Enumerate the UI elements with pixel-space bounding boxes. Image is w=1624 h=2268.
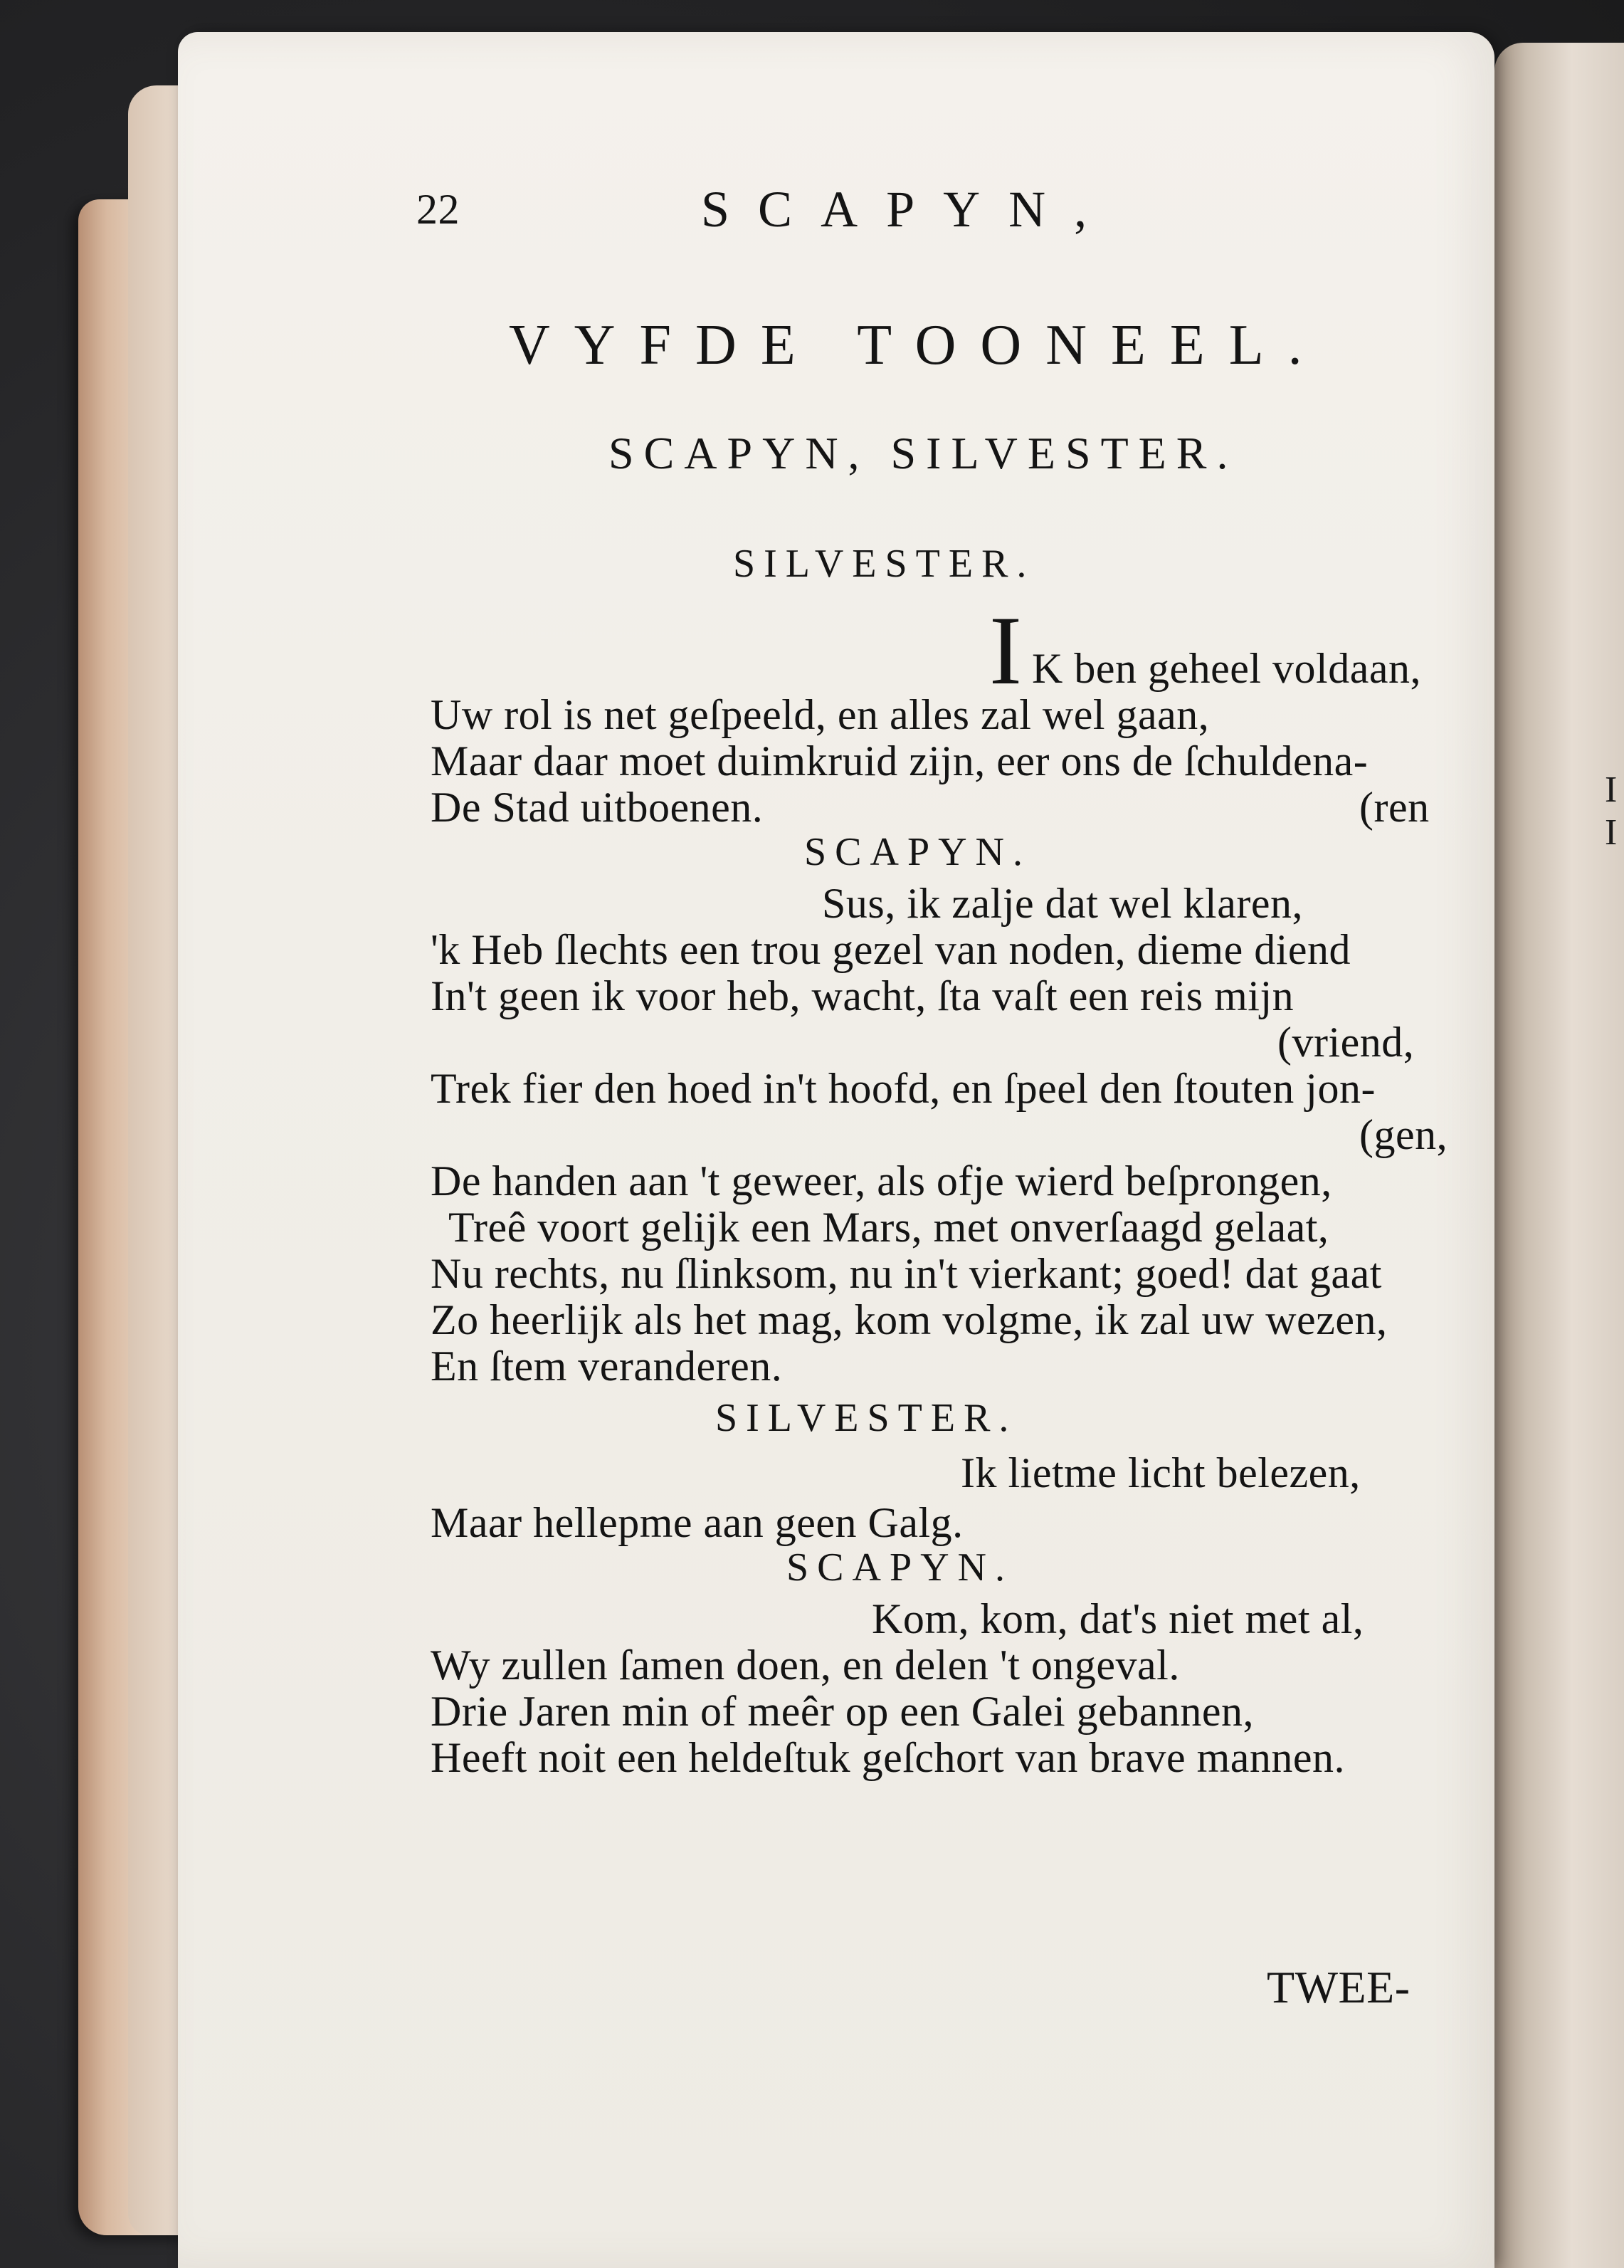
- verse-turnover: (gen,: [1359, 1111, 1448, 1158]
- verse-line: Kom, kom, dat's niet met al,: [872, 1595, 1364, 1642]
- verse-turnover: (ren: [1359, 784, 1430, 831]
- verse-line: Nu rechts, nu ſlinksom, nu in't vierkant; goed! dat gaat: [431, 1250, 1382, 1297]
- verse-line: Maar hellepme aan geen Galg.: [431, 1499, 964, 1546]
- verse-line: Maar daar moet duimkruid zijn, eer ons de ſchuldena-: [431, 737, 1369, 784]
- book-page: [178, 32, 1494, 2268]
- verse-line: Treê voort gelijk een Mars, met onverſaagd gelaat,: [448, 1204, 1329, 1251]
- verse-line: In't geen ik voor heb, wacht, ſta vaſt een reis mijn: [431, 972, 1295, 1019]
- verse-line: De handen aan 't geweer, als ofje wierd beſprongen,: [431, 1157, 1332, 1204]
- verse-line: Trek fier den hoed in't hoofd, en ſpeel den ſtouten jon-: [431, 1065, 1376, 1112]
- verse-line: Heeft noit een heldeſtuk geſchort van brave mannen.: [431, 1734, 1346, 1781]
- verse-line: Ik lietme licht belezen,: [961, 1449, 1361, 1496]
- verse-line: En ſtem veranderen.: [431, 1343, 783, 1390]
- facing-page-text-fragment: I I: [1605, 770, 1618, 853]
- verse-line: Drie Jaren min of meêr op een Galei gebannen,: [431, 1688, 1255, 1735]
- verse-line: Wy zullen ſamen doen, en delen 't ongeval.: [431, 1642, 1180, 1689]
- verse-line: Uw rol is net geſpeeld, en alles zal wel gaan,: [431, 691, 1210, 738]
- speaker-heading: SCAPYN.: [804, 830, 1031, 874]
- verse-line: Zo heerlijk als het mag, kom volgme, ik zal uw wezen,: [431, 1296, 1388, 1343]
- verse-line: De Stad uitboenen.: [431, 784, 764, 831]
- verse-line: K ben geheel voldaan,: [1032, 645, 1421, 692]
- verse-line: Sus, ik zalje dat wel klaren,: [822, 880, 1303, 927]
- running-head: SCAPYN,: [701, 181, 1116, 238]
- verse-turnover: (vriend,: [1277, 1019, 1415, 1066]
- scene-title: VYFDE TOONEEL.: [509, 314, 1327, 377]
- speaker-heading: SILVESTER.: [715, 1396, 1018, 1440]
- drop-cap: I: [989, 596, 1023, 705]
- speaker-heading: SCAPYN.: [786, 1545, 1013, 1590]
- catchword: TWEE-: [1267, 1962, 1411, 2012]
- character-list: SCAPYN, SILVESTER.: [608, 428, 1238, 478]
- verse-line: 'k Heb ſlechts een trou gezel van noden, dieme diend: [431, 926, 1351, 973]
- speaker-heading: SILVESTER.: [733, 542, 1035, 586]
- page-number: 22: [416, 186, 460, 233]
